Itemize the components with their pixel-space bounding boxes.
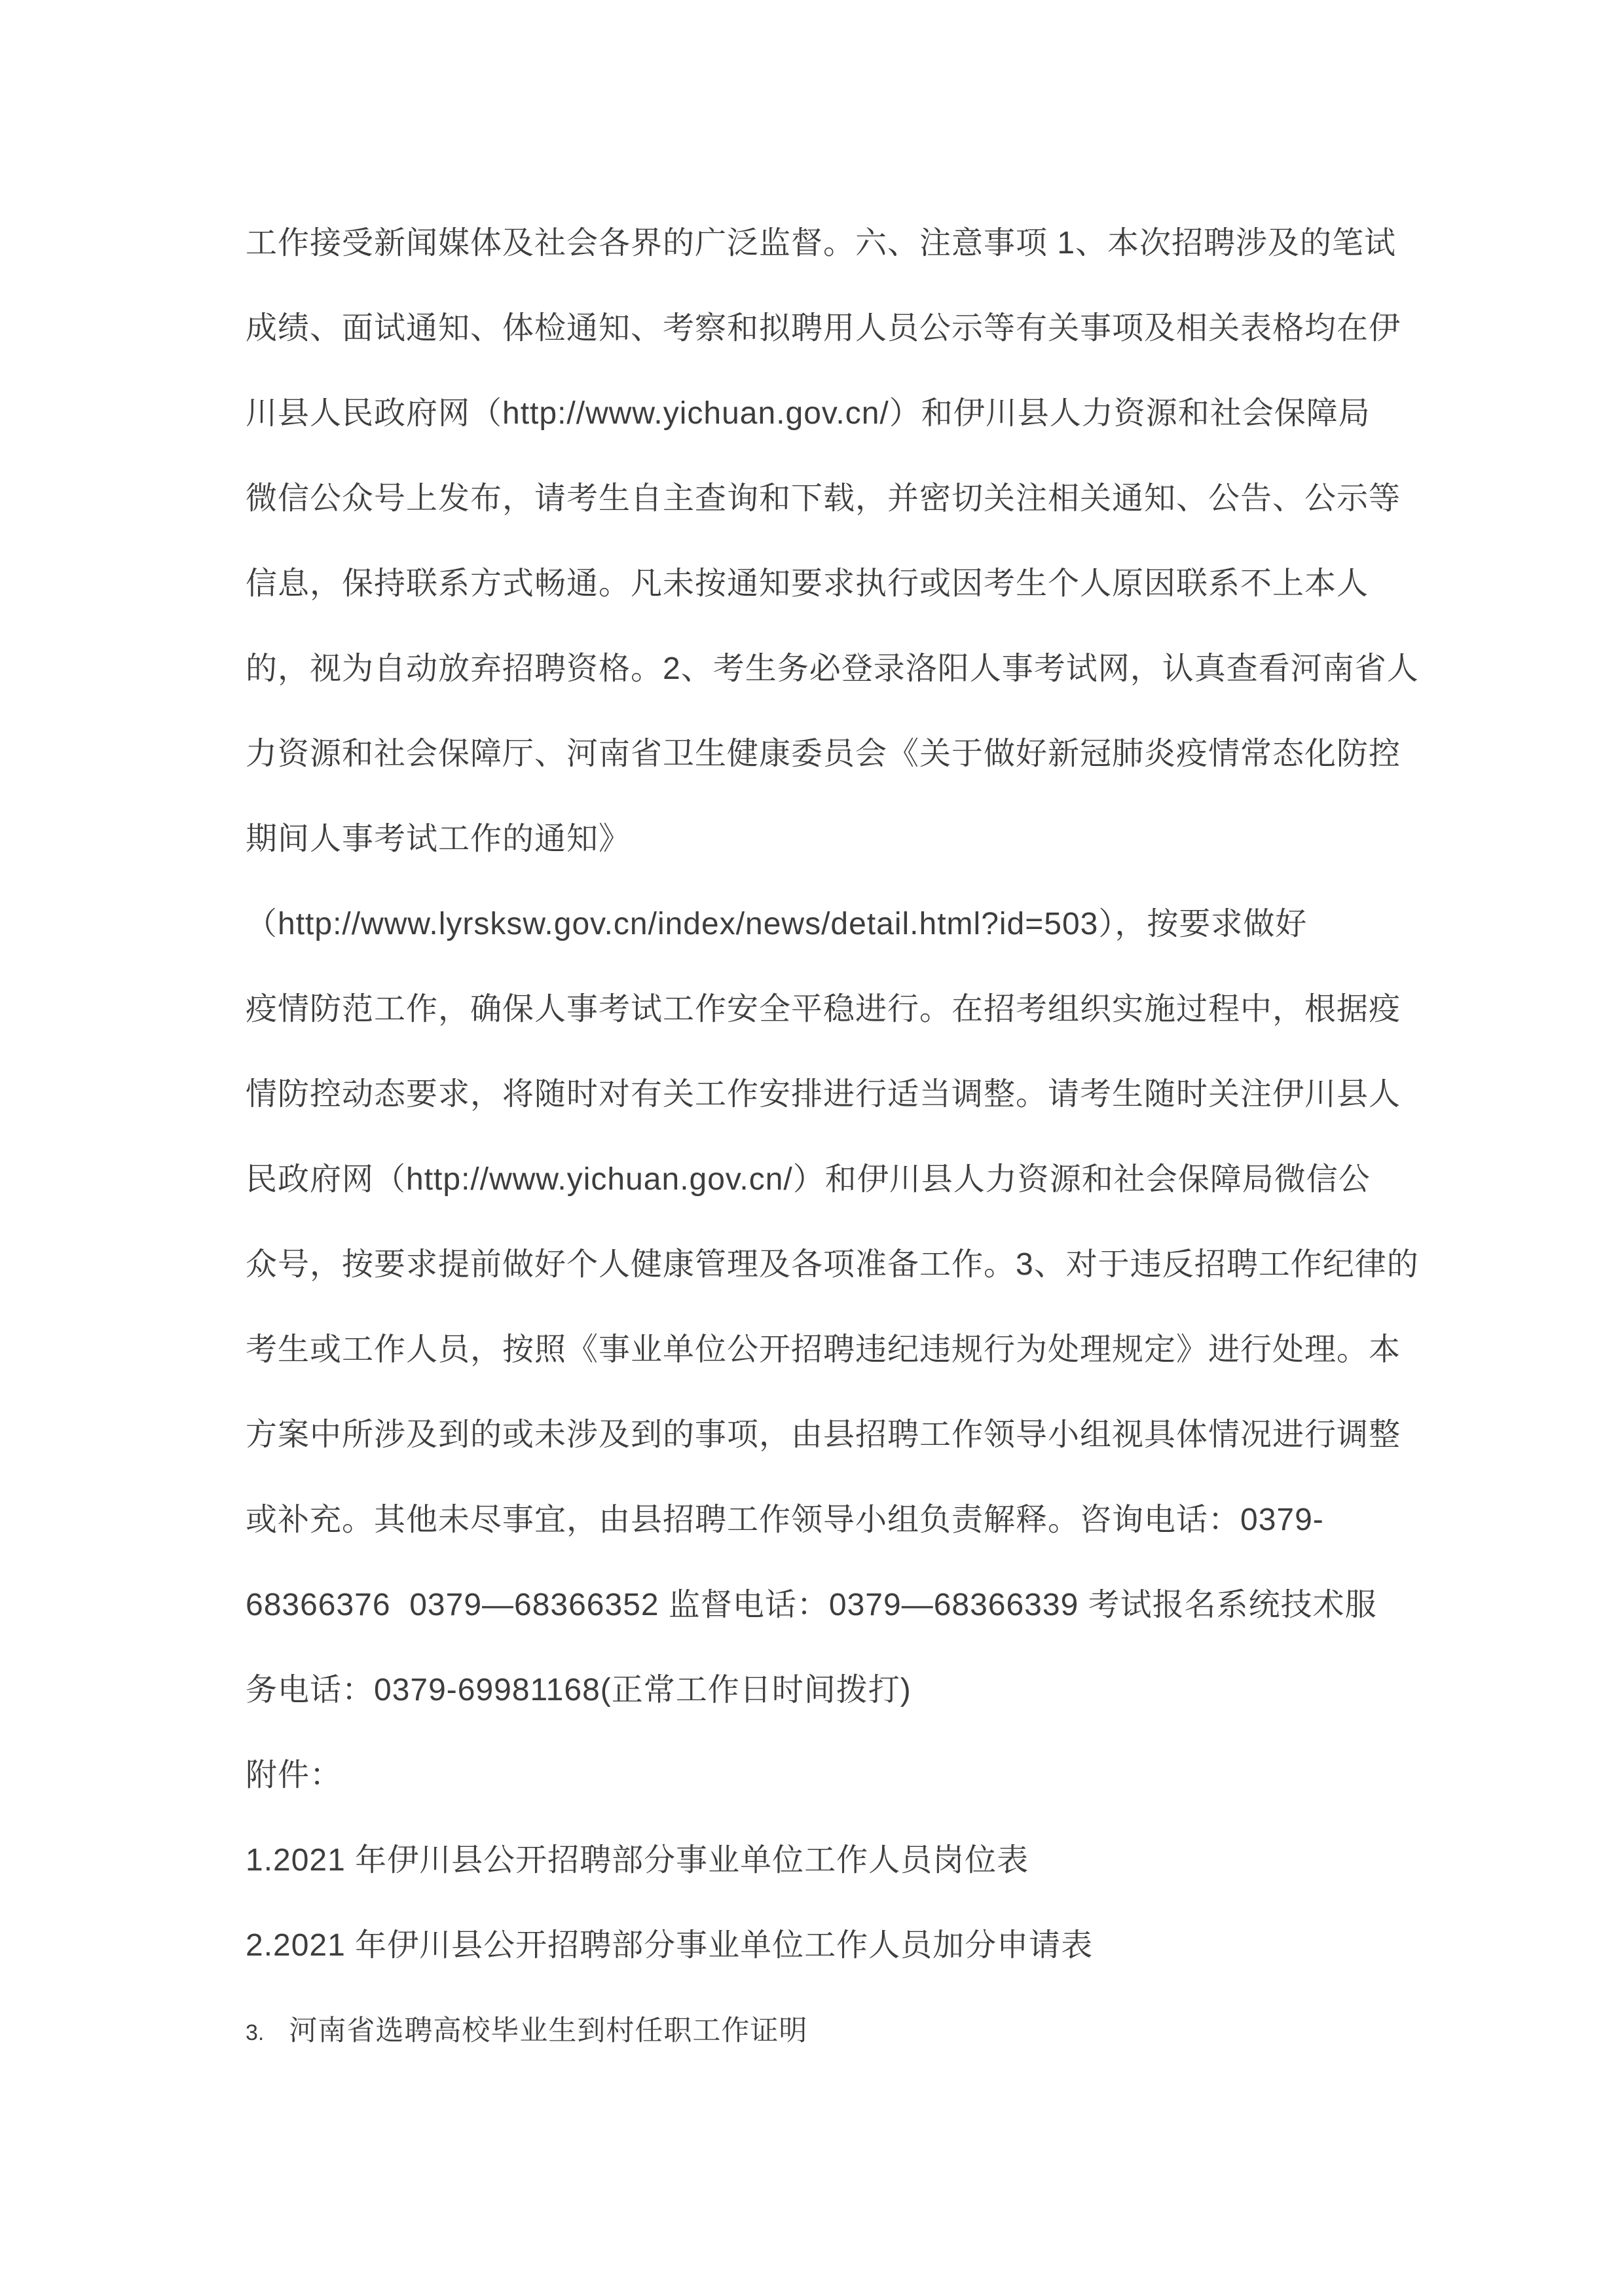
- paragraph-line: 务电话：0379-69981168(正常工作日时间拨打): [246, 1673, 912, 1707]
- paragraph-line: 期间人事考试工作的通知》: [246, 822, 631, 856]
- attachments-heading: 附件：: [246, 1758, 342, 1793]
- paragraph-line: 成绩、面试通知、体检通知、考察和拟聘用人员公示等有关事项及相关表格均在伊: [246, 311, 1401, 346]
- attachment-number: 1.: [246, 1843, 274, 1878]
- paragraph-line: 民政府网（http://www.yichuan.gov.cn/）和伊川县人力资源和社会保障局微信公: [246, 1162, 1371, 1197]
- paragraph-line: 方案中所涉及到的或未涉及到的事项，由县招聘工作领导小组视具体情况进行调整: [246, 1417, 1401, 1452]
- paragraph-line: 众号，按要求提前做好个人健康管理及各项准备工作。3、对于违反招聘工作纪律的: [246, 1247, 1419, 1282]
- paragraph-line: 情防控动态要求，将随时对有关工作安排进行适当调整。请考生随时关注伊川县人: [246, 1077, 1401, 1112]
- attachment-number: 3.: [246, 2020, 265, 2045]
- attachment-number: 2.: [246, 1928, 274, 1963]
- paragraph-line: 工作接受新闻媒体及社会各界的广泛监督。六、注意事项 1、本次招聘涉及的笔试: [246, 226, 1397, 261]
- paragraph-line: 力资源和社会保障厅、河南省卫生健康委员会《关于做好新冠肺炎疫情常态化防控: [246, 737, 1401, 771]
- paragraph-line: 川县人民政府网（http://www.yichuan.gov.cn/）和伊川县人力资源和社会保障局: [246, 396, 1371, 431]
- paragraph-line: 信息，保持联系方式畅通。凡未按通知要求执行或因考生个人原因联系不上本人: [246, 566, 1369, 601]
- attachment-item-2: [246, 1903, 1388, 1988]
- paragraph-line: （http://www.lyrsksw.gov.cn/index/news/detail.html?id=503），按要求做好: [246, 907, 1308, 941]
- attachment-title: 2021 年伊川县公开招聘部分事业单位工作人员加分申请表: [273, 1928, 1094, 1963]
- attachment-title: 河南省选聘高校毕业生到村任职工作证明: [289, 2015, 808, 2047]
- document-content: [246, 201, 1419, 2073]
- paragraph-line: 的，视为自动放弃招聘资格。2、考生务必登录洛阳人事考试网，认真查看河南省人: [246, 651, 1419, 686]
- paragraph-line: 68366376 0379—68366352 监督电话：0379—68366339 考试报名系统技术服: [246, 1588, 1377, 1622]
- paragraph-line: 考生或工作人员，按照《事业单位公开招聘违纪违规行为处理规定》进行处理。本: [246, 1332, 1401, 1367]
- paragraph-line: 疫情防范工作，确保人事考试工作安全平稳进行。在招考组织实施过程中，根据疫: [246, 992, 1401, 1027]
- paragraph-line: 或补充。其他未尽事宜，由县招聘工作领导小组负责解释。咨询电话：0379-: [246, 1503, 1324, 1537]
- attachment-item-3: [246, 1988, 1388, 2073]
- attachment-title: 2021 年伊川县公开招聘部分事业单位工作人员岗位表: [273, 1843, 1029, 1878]
- paragraph-line: 微信公众号上发布，请考生自主查询和下载，并密切关注相关通知、公告、公示等: [246, 481, 1401, 516]
- attachment-item-1: [246, 1818, 1388, 1903]
